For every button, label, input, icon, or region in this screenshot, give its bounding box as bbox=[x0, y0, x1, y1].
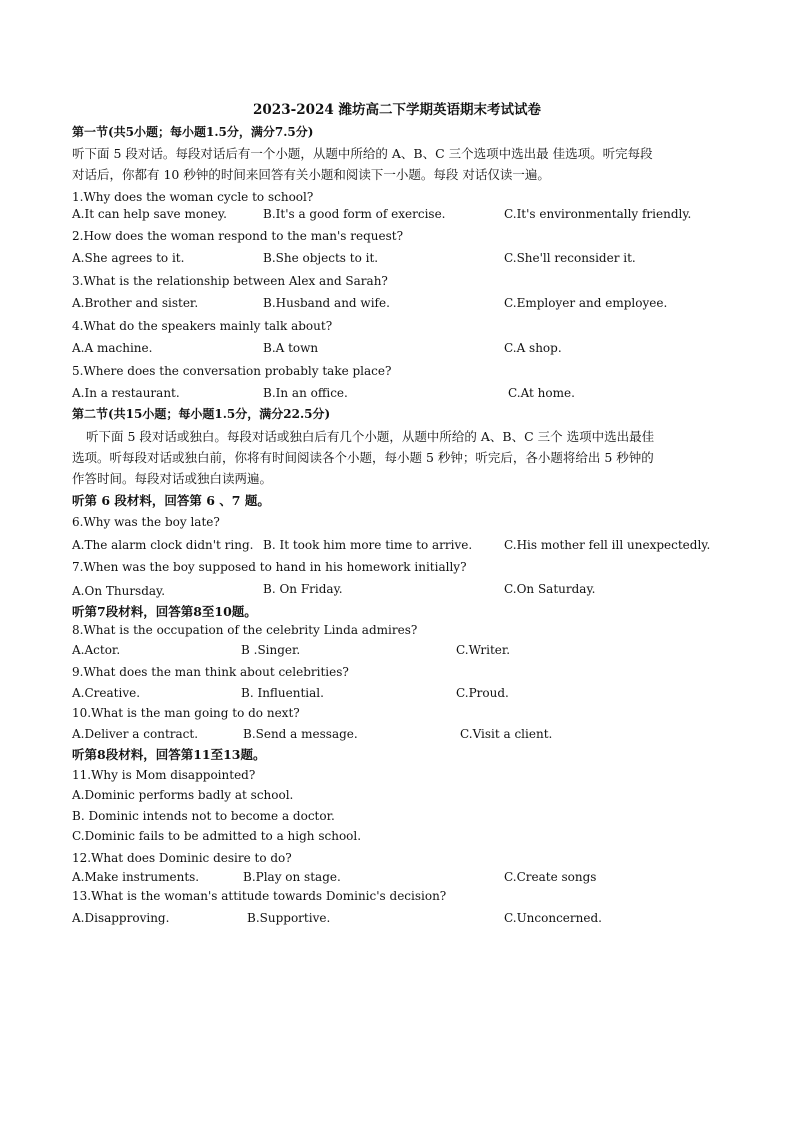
q8-option-a: A.Actor. bbox=[72, 643, 121, 657]
material-8-heading: 听第8段材料，回答第11至13题。 bbox=[72, 747, 266, 762]
q11-option-c: C.Dominic fails to be admitted to a high school. bbox=[72, 829, 362, 843]
q7-option-b: B. On Friday. bbox=[263, 582, 343, 596]
question-6: 6.Why was the boy late? bbox=[72, 515, 220, 529]
question-9: 9.What does the man think about celebrities? bbox=[72, 665, 349, 679]
q3-option-c: C.Employer and employee. bbox=[504, 296, 668, 310]
q6-option-b: B. It took him more time to arrive. bbox=[263, 538, 473, 552]
section1-heading: 第一节(共5小题；每小题1.5分，满分7.5分) bbox=[72, 125, 314, 139]
q1-option-a: A.It can help save money. bbox=[72, 207, 227, 221]
q1-option-c: C.It's environmentally friendly. bbox=[504, 207, 692, 221]
section2-instruction-line1: 听下面 5 段对话或独白。每段对话或独白后有几个小题，从题中所给的 A、B、C 三个 选项中选出最佳 bbox=[86, 429, 655, 444]
q8-option-b: B .Singer. bbox=[241, 643, 301, 657]
q9-option-b: B. Influential. bbox=[241, 686, 324, 700]
question-1: 1.Why does the woman cycle to school? bbox=[72, 190, 314, 204]
q12-option-c: C.Create songs bbox=[504, 870, 597, 884]
q2-option-c: C.She'll reconsider it. bbox=[504, 251, 636, 265]
q13-option-b: B.Supportive. bbox=[247, 911, 331, 925]
question-11: 11.Why is Mom disappointed? bbox=[72, 768, 256, 782]
question-7: 7.When was the boy supposed to hand in his homework initially? bbox=[72, 560, 467, 574]
question-4: 4.What do the speakers mainly talk about? bbox=[72, 319, 333, 333]
question-5: 5.Where does the conversation probably take place? bbox=[72, 364, 392, 378]
q9-option-a: A.Creative. bbox=[72, 686, 141, 700]
question-13: 13.What is the woman's attitude towards Dominic's decision? bbox=[72, 889, 447, 903]
q13-option-c: C.Unconcerned. bbox=[504, 911, 602, 925]
q7-option-a: A.On Thursday. bbox=[72, 584, 166, 598]
exam-title: 2023-2024 潍坊高二下学期英语期末考试试卷 bbox=[253, 102, 541, 118]
q6-option-c: C.His mother fell ill unexpectedly. bbox=[504, 538, 711, 552]
q9-option-c: C.Proud. bbox=[456, 686, 509, 700]
question-12: 12.What does Dominic desire to do? bbox=[72, 851, 292, 865]
section2-instruction-line2: 选项。听每段对话或独白前，你将有时间阅读各个小题，每小题 5 秒钟；听完后，各小题将给出 5 秒钟的 bbox=[72, 450, 654, 465]
question-2: 2.How does the woman respond to the man's request? bbox=[72, 229, 403, 243]
material-7-heading: 听第7段材料，回答第8至10题。 bbox=[72, 604, 257, 619]
q2-option-b: B.She objects to it. bbox=[263, 251, 379, 265]
q5-option-a: A.In a restaurant. bbox=[72, 386, 180, 400]
question-8: 8.What is the occupation of the celebrity Linda admires? bbox=[72, 623, 418, 637]
section1-instruction-line1: 听下面 5 段对话。每段对话后有一个小题，从题中所给的 A、B、C 三个选项中选出最 佳选项。听完每段 bbox=[72, 146, 653, 161]
q1-option-b: B.It's a good form of exercise. bbox=[263, 207, 446, 221]
section2-instruction-line3: 作答时间。每段对话或独白读两遍。 bbox=[72, 471, 273, 486]
q12-option-b: B.Play on stage. bbox=[243, 870, 341, 884]
q8-option-c: C.Writer. bbox=[456, 643, 511, 657]
q5-option-c: C.At home. bbox=[508, 386, 575, 400]
q10-option-c: C.Visit a client. bbox=[460, 727, 553, 741]
q4-option-b: B.A town bbox=[263, 341, 319, 355]
section2-heading: 第二节(共15小题；每小题1.5分，满分22.5分) bbox=[72, 407, 331, 421]
q5-option-b: B.In an office. bbox=[263, 386, 348, 400]
q11-option-a: A.Dominic performs badly at school. bbox=[72, 788, 294, 802]
q12-option-a: A.Make instruments. bbox=[72, 870, 200, 884]
question-10: 10.What is the man going to do next? bbox=[72, 706, 300, 720]
q10-option-b: B.Send a message. bbox=[243, 727, 358, 741]
q4-option-c: C.A shop. bbox=[504, 341, 562, 355]
q7-option-c: C.On Saturday. bbox=[504, 582, 596, 596]
question-3: 3.What is the relationship between Alex and Sarah? bbox=[72, 274, 388, 288]
section1-instruction-line2: 对话后，你都有 10 秒钟的时间来回答有关小题和阅读下一小题。每段 对话仅读一遍。 bbox=[72, 167, 550, 182]
q6-option-a: A.The alarm clock didn't ring. bbox=[72, 538, 254, 552]
material-6-heading: 听第 6 段材料，回答第 6 、7 题。 bbox=[72, 493, 270, 508]
q3-option-a: A.Brother and sister. bbox=[72, 296, 199, 310]
q13-option-a: A.Disapproving. bbox=[72, 911, 170, 925]
q10-option-a: A.Deliver a contract. bbox=[72, 727, 199, 741]
q3-option-b: B.Husband and wife. bbox=[263, 296, 390, 310]
q11-option-b: B. Dominic intends not to become a doctor. bbox=[72, 809, 335, 823]
q4-option-a: A.A machine. bbox=[72, 341, 153, 355]
q2-option-a: A.She agrees to it. bbox=[72, 251, 185, 265]
